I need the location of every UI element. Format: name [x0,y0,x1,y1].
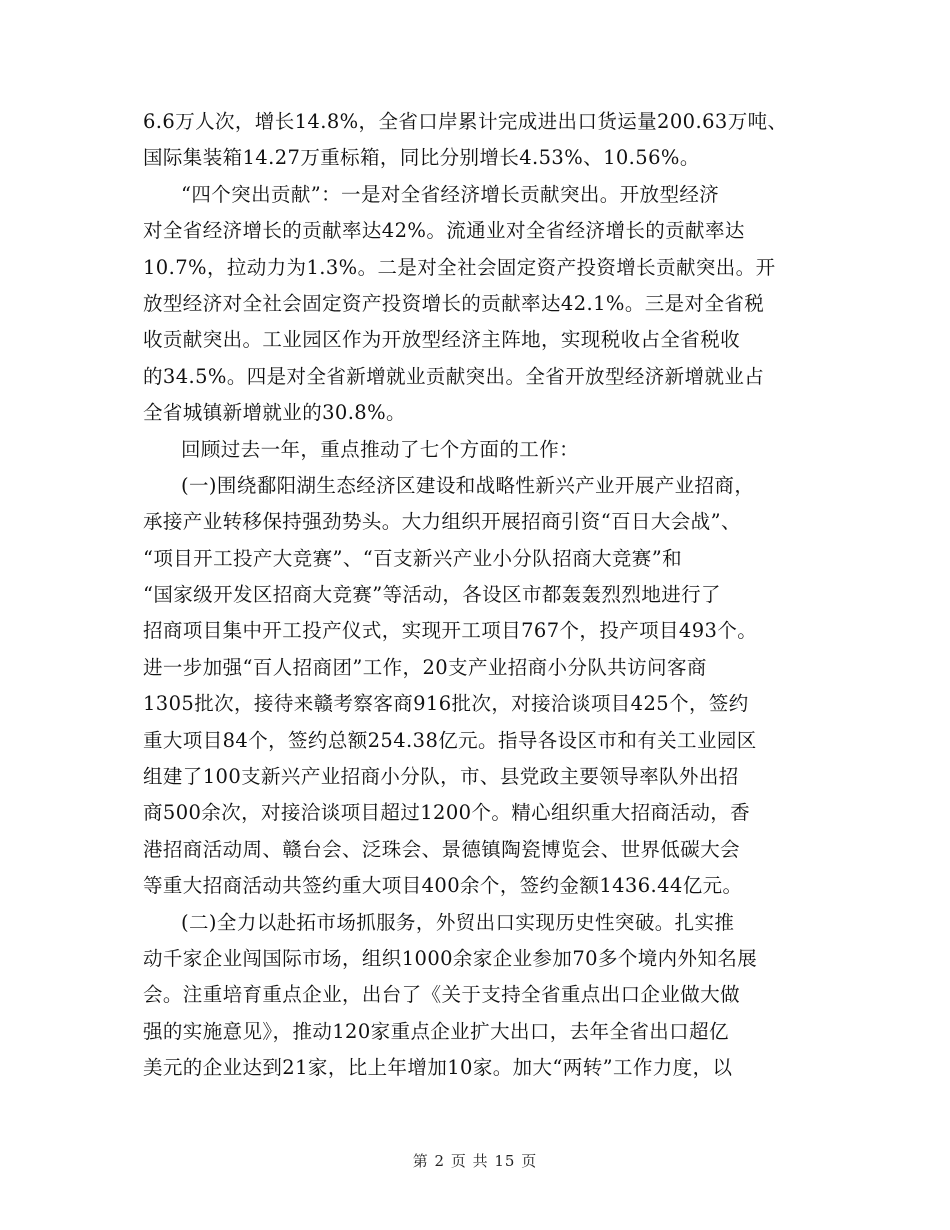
text-line: (二)全力以赴拓市场抓服务，外贸出口实现历史性突破。扎实推 [181,910,735,934]
text-line: (一)围绕鄱阳湖生态经济区建设和战略性新兴产业开展产业招商， [181,473,755,497]
text-line: 全省城镇新增就业的30.8%。 [143,401,406,425]
text-line: 美元的企业达到21家，比上年增加10家。加大“两转”工作力度，以 [143,1056,733,1080]
text-line: “四个突出贡献”：一是对全省经济增长贡献突出。开放型经济 [181,182,720,206]
text-line: 的34.5%。四是对全省新增就业贡献突出。全省开放型经济新增就业占 [143,364,765,388]
text-line: 对全省经济增长的贡献率达42%。流通业对全省经济增长的贡献率达 [143,219,745,243]
text-line: 放型经济对全社会固定资产投资增长的贡献率达42.1%。三是对全省税 [143,291,765,315]
paragraph-section-two [143,905,823,1087]
paragraph-port-statistics [143,104,823,177]
text-line: 国际集装箱14.27万重标箱，同比分别增长4.53%、10.56%。 [143,146,700,170]
text-line: 等重大招商活动共签约重大项目400余个，签约金额1436.44亿元。 [143,874,743,898]
paragraph-section-one [143,468,823,905]
text-line: “项目开工投产大竞赛”、“百支新兴产业小分队招商大竞赛”和 [143,546,682,570]
text-line: 商500余次，对接洽谈项目超过1200个。精心组织重大招商活动，香 [143,801,751,825]
text-line: 招商项目集中开工投产仪式，实现开工项目767个，投产项目493个。 [143,619,758,643]
paragraph-four-contributions [143,177,823,432]
text-line: “国家级开发区招商大竞赛”等活动，各设区市都轰轰烈烈地进行了 [143,583,721,607]
text-line: 重大项目84个，签约总额254.38亿元。指导各设区市和有关工业园区 [143,728,757,752]
text-line: 承接产业转移保持强劲势头。大力组织开展招商引资“百日大会战”、 [143,510,741,534]
text-line: 进一步加强“百人招商团”工作，20支产业招商小分队共访问客商 [143,655,707,679]
text-line: 1305批次，接待来赣考察客商916批次，对接洽谈项目425个，签约 [143,692,749,716]
text-line: 强的实施意见》，推动120家重点企业扩大出口，去年全省出口超亿 [143,1019,729,1043]
page-number-footer: 第 2 页 共 15 页 [412,1152,538,1170]
text-line: 会。注重培育重点企业，出台了《关于支持全省重点出口企业做大做 [143,983,741,1007]
paragraph-review-intro [143,432,823,468]
document-body [143,104,823,1087]
text-line: 动千家企业闯国际市场，组织1000余家企业参加70多个境内外知名展 [143,946,758,970]
text-line: 组建了100支新兴产业招商小分队，市、县党政主要领导率队外出招 [143,765,739,789]
text-line: 10.7%，拉动力为1.3%。二是对全社会固定资产投资增长贡献突出。开 [143,255,776,279]
text-line: 6.6万人次，增长14.8%，全省口岸累计完成进出口货运量200.63万吨、 [143,110,788,133]
text-line: 港招商活动周、赣台会、泛珠会、景德镇陶瓷博览会、世界低碳大会 [143,837,741,861]
text-line: 回顾过去一年，重点推动了七个方面的工作： [181,437,580,461]
text-line: 收贡献突出。工业园区作为开放型经济主阵地，实现税收占全省税收 [143,328,741,352]
